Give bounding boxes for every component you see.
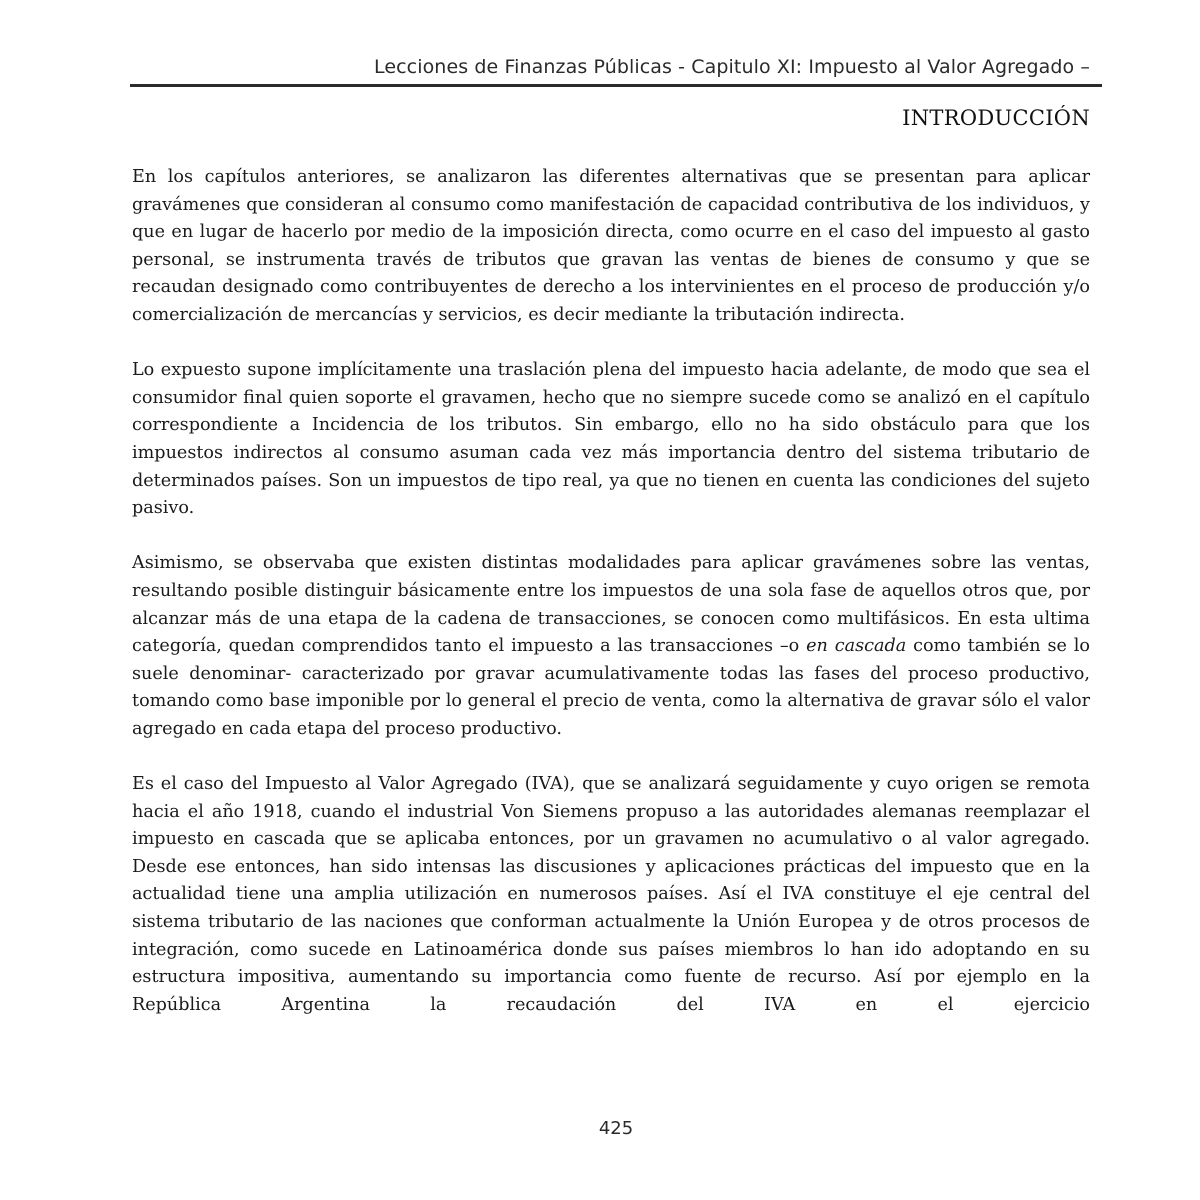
paragraph-3-text-after: como también se lo suele denominar- caracterizado por gravar acumulativamente todas las fases del proceso productivo, tomando como base imponible por lo general el precio de venta, como la alternativa de gravar sólo el valor agregado en cada etapa del proceso productivo. [132,636,1090,739]
section-title: INTRODUCCIÓN [902,106,1090,130]
header-rule [130,84,1102,87]
paragraph-1: En los capítulos anteriores, se analizaron las diferentes alternativas que se presentan para aplicar gravámenes que consideran al consumo como manifestación de capacidad contributiva de los individuos, y que en lugar de hacerlo por medio de la imposición directa, como ocurre en el caso del impuesto al gasto personal, se instrumenta través de tributos que gravan las ventas de bienes de consumo y que se recaudan designado como contribuyentes de derecho a los intervinientes en el proceso de producción y/o comercialización de mercancías y servicios, es decir mediante la tributación indirecta. [132,167,1090,325]
paragraph-3-italic-term: en cascada [806,636,907,657]
paragraph-3-text-before: Asimismo, se observaba que existen distintas modalidades para aplicar gravámenes sobre las ventas, resultando posible distinguir básicamente entre los impuestos de una sola fase de aquellos otros que, por alcanzar más de una etapa de la cadena de transacciones, se conocen como multifásicos. En esta ultima categoría, quedan comprendidos tanto el impuesto a las transacciones –o [132,553,1090,657]
page-number: 425 [598,1118,634,1139]
paragraph-3 [132,550,1090,743]
paragraph-4: Es el caso del Impuesto al Valor Agregado (IVA), que se analizará seguidamente y cuyo origen se remota hacia el año 1918, cuando el industrial Von Siemens propuso a las autoridades alemanas reemplazar el impuesto en cascada que se aplicaba entonces, por un gravamen no acumulativo o al valor agregado. Desde ese entonces, han sido intensas las discusiones y aplicaciones prácticas del impuesto que en la actualidad tiene una amplia utilización en numerosos países. Así el IVA constituye el eje central del sistema tributario de las naciones que conforman actualmente la Unión Europea y de otros procesos de integración, como sucede en Latinoamérica donde sus países miembros lo han ido adoptando en su estructura impositiva, aumentando su importancia como fuente de recurso. Así por ejemplo en la República Argentina la recaudación del IVA en el ejercicio [132,774,1090,1015]
page-number-container [0,1118,1200,1139]
paragraph-2: Lo expuesto supone implícitamente una traslación plena del impuesto hacia adelante, de modo que sea el consumidor final quien soporte el gravamen, hecho que no siempre sucede como se analizó en el capítulo correspondiente a Incidencia de los tributos. Sin embargo, ello no ha sido obstáculo para que los impuestos indirectos al consumo asuman cada vez más importancia dentro del sistema tributario de determinados países. Son un impuestos de tipo real, ya que no tienen en cuenta las condiciones del sujeto pasivo. [132,360,1090,519]
running-header: Lecciones de Finanzas Públicas - Capitulo XI: Impuesto al Valor Agregado – [373,56,1090,78]
body-text [132,164,1090,1047]
